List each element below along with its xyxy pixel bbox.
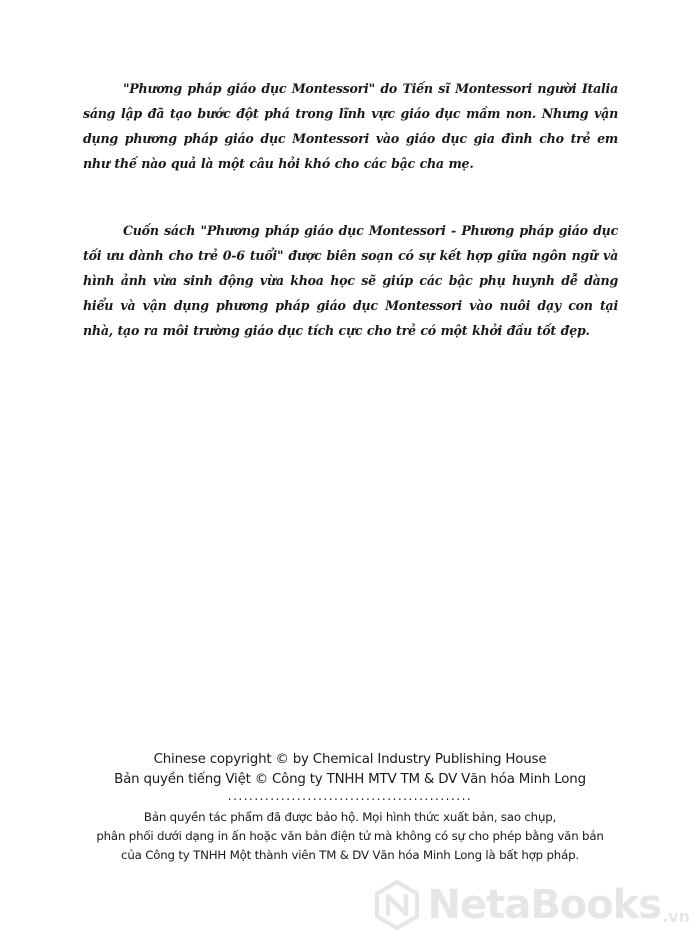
watermark-brand-text: NetaBooks [427,882,662,928]
intro-paragraph-2: Cuốn sách "Phương pháp giáo dục Montessori - Phương pháp giáo dục tối ưu dành cho trẻ 0-6 tuổi" được biên soạn có sự kết hợp giữa ngôn ngữ và hình ảnh vừa sinh động vừa khoa học sẽ giúp các bậc phụ huynh dễ dàng hiểu và vận dụng phương pháp giáo dục Montessori vào nuôi dạy con tại nhà, tạo ra môi trường giáo dục tích cực cho trẻ có một khởi đầu tốt đẹp. [83,223,618,338]
copyright-notice-line-3: của Công ty TNHH Một thành viên TM & DV Văn hóa Minh Long là bất hợp pháp. [121,848,579,862]
copyright-notice-line-2: phân phối dưới dạng in ấn hoặc văn bản điện tử mà không có sự cho phép bằng văn bản [96,829,604,843]
chinese-copyright-line: Chinese copyright © by Chemical Industry Publishing House [153,752,547,767]
vietnamese-copyright-line: Bản quyền tiếng Việt © Công ty TNHH MTV TM & DV Văn hóa Minh Long [114,772,586,787]
copyright-notice-line-1: Bản quyền tác phẩm đã được bảo hộ. Mọi hình thức xuất bản, sao chụp, [143,810,557,824]
book-introduction [83,76,618,343]
netabooks-logo-icon [372,880,422,930]
copyright-block [0,750,700,865]
dotted-separator: .............................................. [227,790,473,803]
intro-paragraph-1: "Phương pháp giáo dục Montessori" do Tiến sĩ Montessori người Italia sáng lập đã tạo bước đột phá trong lĩnh vực giáo dục mầm non. Nhưng vận dụng phương pháp giáo dục Montessori vào giáo dục gia đình cho trẻ em như thế nào quả là một câu hỏi khó cho các bậc cha mẹ. [83,81,618,171]
watermark-domain-suffix: .vn [662,907,690,926]
copyright-notice [0,808,700,865]
netabooks-watermark [372,880,690,930]
